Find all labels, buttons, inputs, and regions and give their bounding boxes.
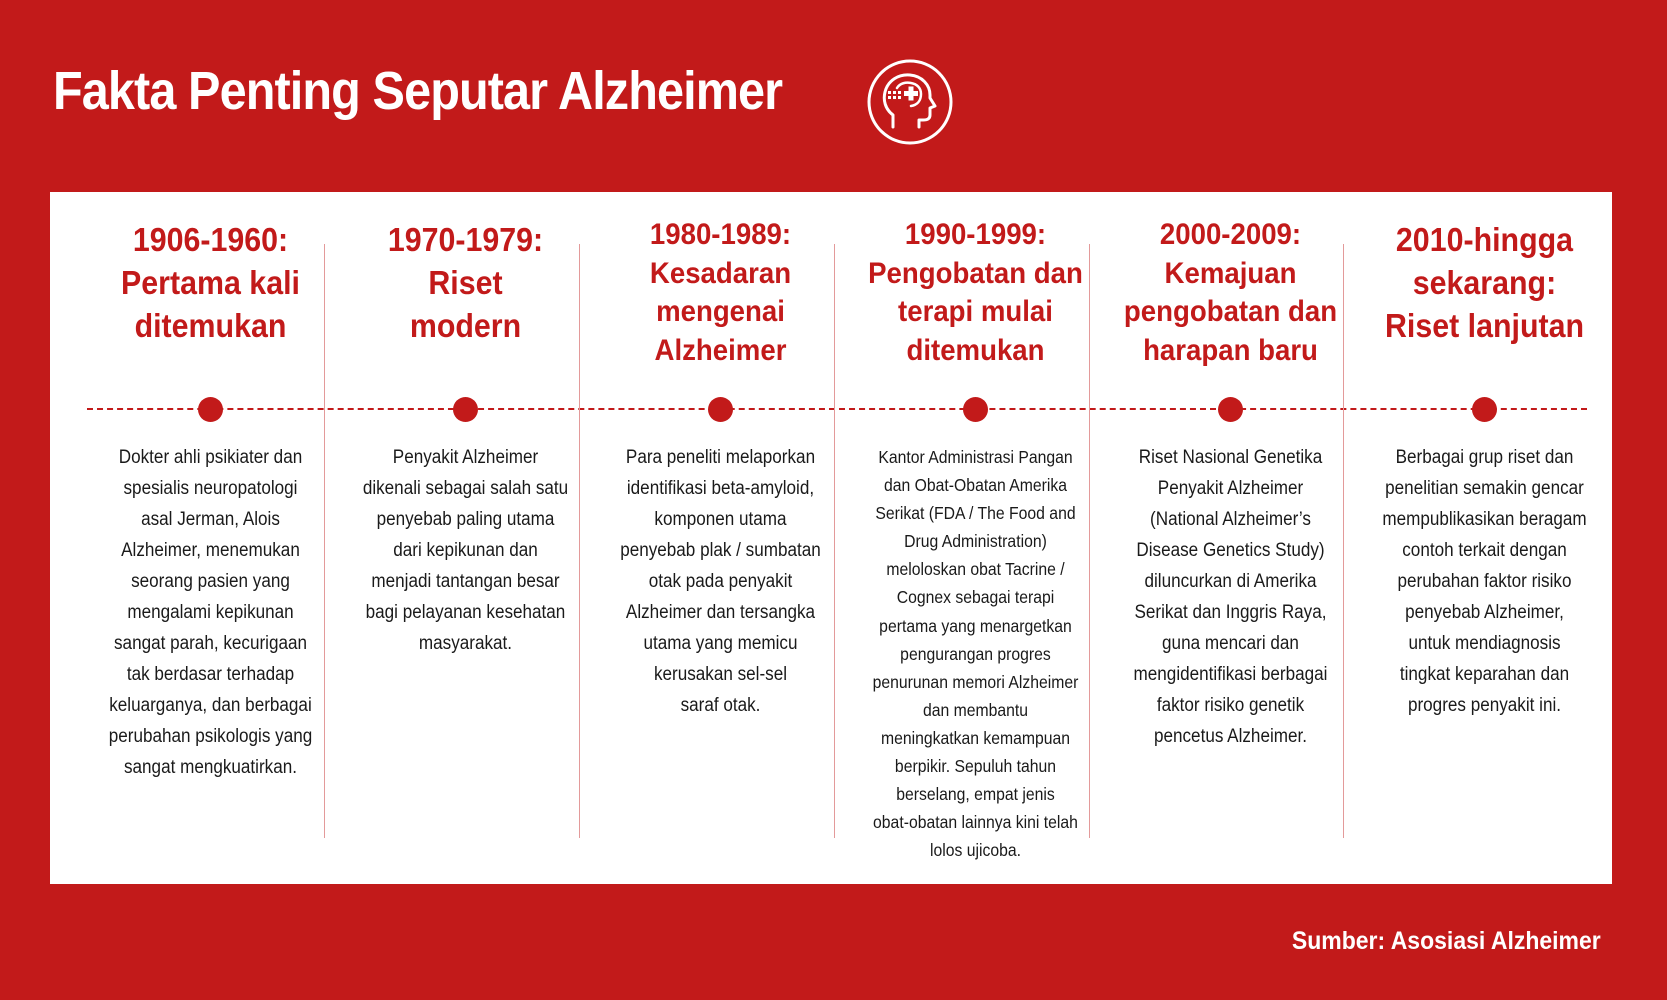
timeline-panel bbox=[50, 192, 1612, 884]
source-credit: Sumber: Asosiasi Alzheimer bbox=[1292, 927, 1601, 955]
timeline-dot bbox=[198, 397, 223, 422]
period-description: Penyakit Alzheimer dikenali sebagai salah satu penyebab paling utama dari kepikunan dan menjadi tantangan besar bagi pelayanan kesehatan masyarakat. bbox=[362, 447, 569, 654]
period-title: 1980-1989: Kesadaran mengenai Alzheimer bbox=[649, 218, 792, 367]
period-description: Para peneliti melaporkan identifikasi beta-amyloid, komponen utama penyebab plak / sumbatan otak pada penyakit Alzheimer dan tersangka utama yang memicu kerusakan sel-sel saraf otak. bbox=[620, 447, 821, 716]
period-title: 1990-1999: Pengobatan dan terapi mulai ditemukan bbox=[868, 218, 1083, 367]
period-description: Berbagai grup riset dan penelitian semakin gencar mempublikasikan beragam contoh terkait dengan perubahan faktor risiko penyebab Alzheimer, untuk mendiagnosis tingkat keparahan dan progres penyakit ini. bbox=[1382, 447, 1587, 716]
period-description: Kantor Administrasi Pangan dan Obat-Obatan Amerika Serikat (FDA / The Food and Drug Administration) meloloskan obat Tacrine / Cognex sebagai terapi pertama yang menargetkan pengurangan progres penurunan memori Alzheimer dan membantu meningkatkan kemampuan berpikir. Sepuluh tahun berselang, empat jenis obat-obatan lainnya kini telah lolos ujicoba. bbox=[872, 447, 1079, 861]
timeline-item-1980-1989 bbox=[593, 192, 848, 884]
timeline-dot bbox=[963, 397, 988, 422]
timeline-item-1990-1999 bbox=[848, 192, 1103, 884]
period-title: 2010-hingga sekarang: Riset lanjutan bbox=[1384, 221, 1585, 344]
period-title: 1970-1979: Riset modern bbox=[387, 221, 544, 344]
period-description: Dokter ahli psikiater dan spesialis neuropatologi asal Jerman, Alois Alzheimer, menemukan seorang pasien yang mengalami kepikunan sangat parah, kecurigaan tak berdasar terhadap keluarganya, dan berbagai perubahan psikologis yang sangat mengkuatirkan. bbox=[108, 447, 313, 778]
timeline-item-1970-1979 bbox=[338, 192, 593, 884]
period-title: 2000-2009: Kemajuan pengobatan dan harapan baru bbox=[1123, 218, 1338, 367]
timeline-dot bbox=[708, 397, 733, 422]
timeline-dot bbox=[1218, 397, 1243, 422]
page-title: Fakta Penting Seputar Alzheimer bbox=[53, 61, 783, 121]
period-title: 1906-1960: Pertama kali ditemukan bbox=[121, 221, 300, 344]
period-description: Riset Nasional Genetika Penyakit Alzheimer (National Alzheimer’s Disease Genetics Study) diluncurkan di Amerika Serikat dan Inggris Raya, guna mencari dan mengidentifikasi berbagai faktor risiko genetik pencetus Alzheimer. bbox=[1133, 447, 1328, 747]
timeline-dot bbox=[453, 397, 478, 422]
timeline-item-2010-sekarang bbox=[1357, 192, 1612, 884]
head-brain-plus-icon bbox=[866, 58, 954, 146]
timeline-dot bbox=[1472, 397, 1497, 422]
timeline-item-2000-2009 bbox=[1103, 192, 1358, 884]
timeline-item-1906-1960 bbox=[83, 192, 338, 884]
